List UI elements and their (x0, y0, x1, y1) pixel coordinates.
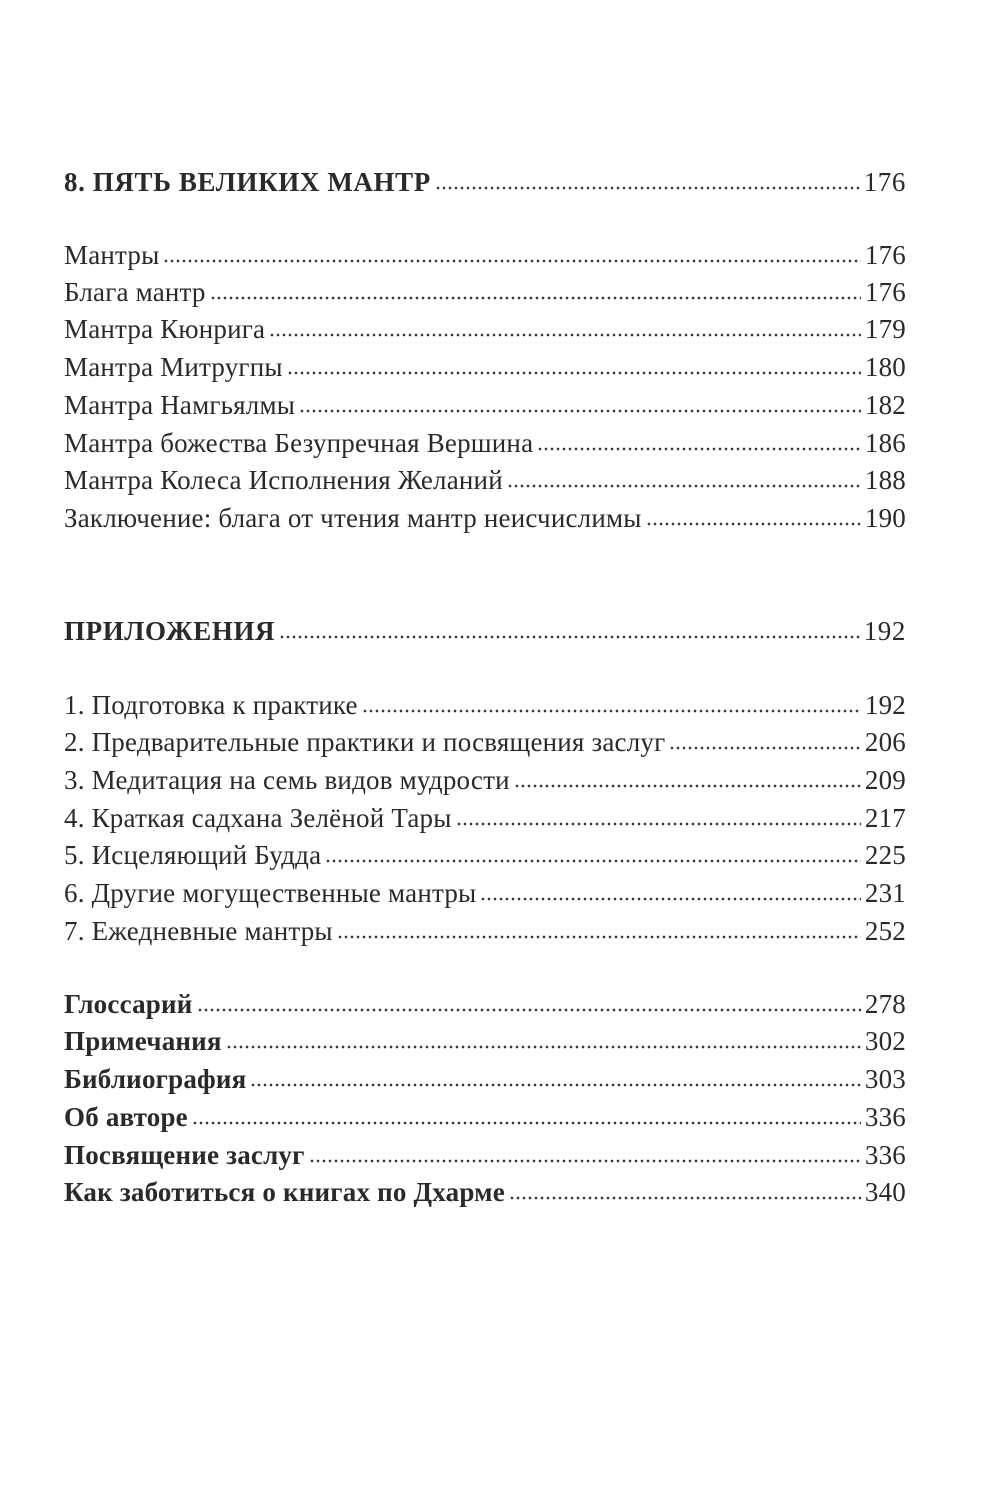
toc-back-matter-entry[interactable] (64, 1137, 906, 1173)
toc-entry[interactable] (64, 837, 906, 873)
dot-leader (210, 295, 861, 301)
toc-page-number: 302 (864, 1026, 906, 1056)
toc-page-number: 336 (864, 1140, 906, 1170)
toc-back-matter-entry[interactable] (64, 986, 906, 1022)
toc-back-matter-entry[interactable] (64, 1174, 906, 1210)
toc-page-number: 192 (864, 690, 906, 720)
toc-entry-label: Блага мантр (64, 277, 206, 307)
toc-page-number: 231 (864, 878, 906, 908)
toc-page-number: 340 (864, 1177, 906, 1207)
dot-leader (480, 896, 861, 902)
toc-entry-label: 2. Предварительные практики и посвящения заслуг (64, 727, 666, 757)
dot-leader (226, 1044, 861, 1050)
toc-back-matter-entry[interactable] (64, 1099, 906, 1135)
toc-entry-label: Библиография (64, 1064, 247, 1094)
dot-leader (362, 708, 861, 714)
toc-page-number: 180 (864, 352, 906, 382)
toc-appendices-heading[interactable] (64, 613, 906, 649)
dot-leader (325, 858, 861, 864)
dot-leader (299, 408, 861, 414)
toc-entry-label: Глоссарий (64, 989, 193, 1019)
dot-leader (287, 370, 861, 376)
toc-page-number: 206 (864, 727, 906, 757)
toc-entry[interactable] (64, 349, 906, 385)
toc-page-number: 209 (864, 765, 906, 795)
toc-entry-label: 3. Медитация на семь видов мудрости (64, 765, 510, 795)
toc-entry[interactable] (64, 311, 906, 347)
dot-leader (507, 483, 861, 489)
toc-entry-label: 6. Другие могущественные мантры (64, 878, 477, 908)
toc-entry-label: Об авторе (64, 1102, 188, 1132)
dot-leader (669, 745, 861, 751)
toc-page-number: 303 (864, 1064, 906, 1094)
toc-entry[interactable] (64, 462, 906, 498)
dot-leader (337, 934, 861, 940)
toc-page-number: 176 (863, 167, 906, 197)
toc-entry[interactable] (64, 237, 906, 273)
toc-chapter-heading[interactable] (64, 164, 906, 200)
toc-entry[interactable] (64, 425, 906, 461)
dot-leader (269, 332, 861, 338)
toc-entry-label: 7. Ежедневные мантры (64, 916, 333, 946)
toc-entry[interactable] (64, 687, 906, 723)
toc-entry-label: Как заботиться о книгах по Дхарме (64, 1177, 505, 1207)
toc-entry[interactable] (64, 274, 906, 310)
toc-back-matter-entry[interactable] (64, 1023, 906, 1059)
toc-entry-label: Мантра Колеса Исполнения Желаний (64, 465, 503, 495)
toc-page-number: 252 (864, 916, 906, 946)
dot-leader (309, 1158, 861, 1164)
dot-leader (646, 521, 861, 527)
toc-chapter-title: 8. ПЯТЬ ВЕЛИКИХ МАНТР (64, 167, 431, 197)
dot-leader (456, 821, 861, 827)
toc-entry-label: 4. Краткая садхана Зелёной Тары (64, 803, 452, 833)
toc-entry-label: Примечания (64, 1026, 222, 1056)
dot-leader (197, 1007, 861, 1013)
toc-entry[interactable] (64, 500, 906, 536)
toc-entry-label: Мантра Митругпы (64, 352, 283, 382)
dot-leader (435, 185, 860, 191)
toc-page-number: 217 (864, 803, 906, 833)
toc-entry[interactable] (64, 762, 906, 798)
dot-leader (163, 258, 860, 264)
toc-entry-label: 1. Подготовка к практике (64, 690, 358, 720)
toc-entry-label: Мантра Намгьялмы (64, 390, 296, 420)
toc-page-number: 188 (864, 465, 906, 495)
dot-leader (509, 1195, 861, 1201)
toc-entry-label: Заключение: блага от чтения мантр неисчислимы (64, 503, 642, 533)
dot-leader (537, 446, 861, 452)
toc-page-number: 278 (864, 989, 906, 1019)
toc-entry-label: Мантра божества Безупречная Вершина (64, 428, 534, 458)
dot-leader (279, 634, 860, 640)
toc-entry-label: Мантры (64, 240, 160, 270)
toc-page-number: 190 (864, 503, 906, 533)
toc-page-number: 192 (863, 616, 906, 646)
toc-entry-label: 5. Исцеляющий Будда (64, 840, 322, 870)
toc-page-number: 182 (864, 390, 906, 420)
toc-page-number: 336 (864, 1102, 906, 1132)
toc-entry[interactable] (64, 800, 906, 836)
toc-page-number: 176 (864, 240, 906, 270)
toc-back-matter-entry[interactable] (64, 1061, 906, 1097)
toc-page-number: 176 (864, 277, 906, 307)
toc-entry[interactable] (64, 875, 906, 911)
dot-leader (192, 1120, 861, 1126)
toc-entry[interactable] (64, 913, 906, 949)
toc-entry-label: Мантра Кюнрига (64, 314, 266, 344)
toc-entry-label: Посвящение заслуг (64, 1140, 305, 1170)
toc-appendices-title: ПРИЛОЖЕНИЯ (64, 616, 276, 646)
dot-leader (250, 1082, 860, 1088)
toc-page-number: 186 (864, 428, 906, 458)
toc-entry[interactable] (64, 724, 906, 760)
toc-entry[interactable] (64, 387, 906, 423)
toc-page-number: 225 (864, 840, 906, 870)
dot-leader (514, 783, 861, 789)
toc-page-number: 179 (864, 314, 906, 344)
